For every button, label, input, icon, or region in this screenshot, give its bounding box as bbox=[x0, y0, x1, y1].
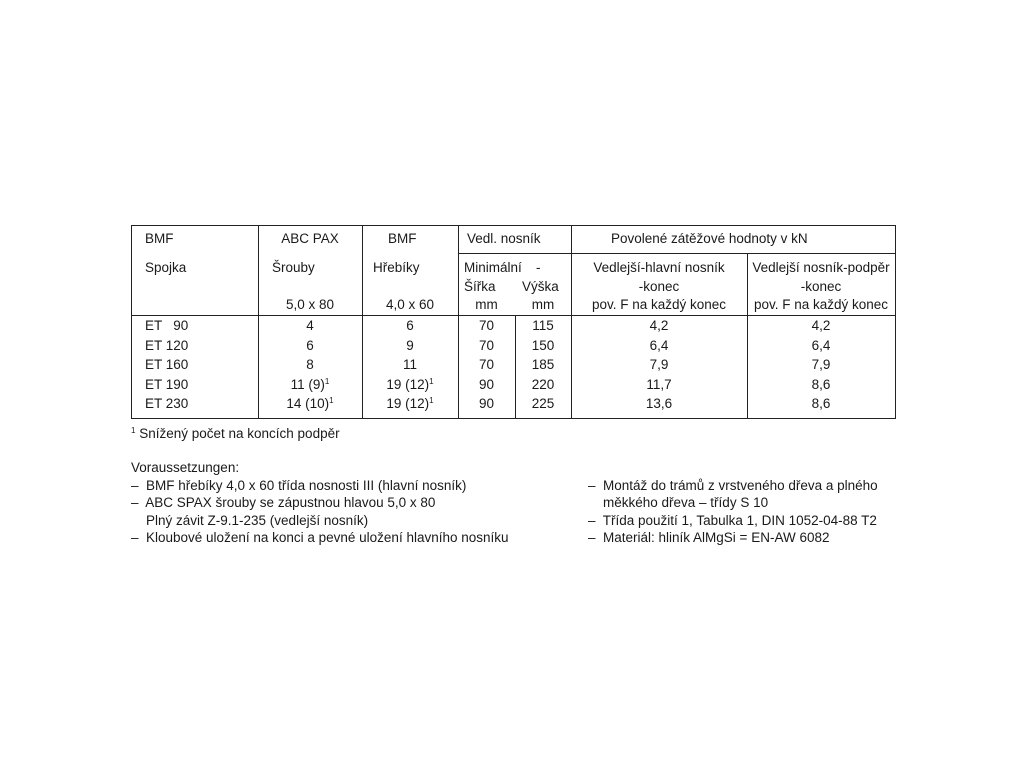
row-type bbox=[145, 318, 188, 334]
header-hrebiky-size: 4,0 x 60 bbox=[385, 297, 435, 312]
prerequisites-right bbox=[588, 477, 878, 547]
row-nails bbox=[362, 318, 458, 334]
header-mm-width: mm bbox=[475, 297, 498, 312]
row-divider bbox=[132, 315, 895, 316]
row-load-support bbox=[747, 338, 895, 354]
header-bmf: BMF bbox=[145, 231, 174, 246]
load-table bbox=[131, 225, 896, 419]
row-nails-value: 9 bbox=[406, 337, 414, 353]
footnote-text: Snížený počet na koncích podpěr bbox=[135, 426, 340, 441]
row-screws bbox=[258, 338, 362, 354]
row-type-value: ET 190 bbox=[145, 376, 189, 392]
prerequisite-item: – Třída použití 1, Tabulka 1, DIN 1052-04-88 T2 bbox=[588, 512, 877, 528]
row-load-support-value: 8,6 bbox=[811, 376, 831, 392]
header-vedl-nosnik: Vedl. nosník bbox=[467, 231, 541, 246]
row-screws-value: 4 bbox=[306, 318, 314, 333]
row-height bbox=[515, 396, 571, 412]
row-width bbox=[458, 357, 515, 373]
row-width-value: 70 bbox=[478, 357, 495, 373]
row-height bbox=[515, 357, 571, 373]
header-pov-f-2: pov. F na každý konec bbox=[753, 297, 889, 312]
row-height bbox=[515, 318, 571, 334]
row-width bbox=[458, 338, 515, 354]
header-vedlejsi-podper: Vedlejší nosník-podpěr bbox=[752, 260, 890, 275]
row-load-support-value: 4,2 bbox=[811, 318, 831, 333]
row-screws bbox=[258, 318, 362, 334]
row-divider bbox=[458, 253, 895, 254]
prerequisite-item: – Kloubové uložení na konci a pevné uložení hlavního nosníku bbox=[131, 530, 509, 545]
header-minimalni: Minimální bbox=[464, 260, 522, 275]
row-type-value: ET 120 bbox=[145, 337, 189, 353]
row-screws-value: 6 bbox=[306, 337, 314, 353]
row-height bbox=[515, 338, 571, 354]
footnote-ref: 1 bbox=[429, 376, 434, 386]
row-load-support-value: 6,4 bbox=[811, 337, 831, 353]
row-load-support-value: 7,9 bbox=[811, 357, 831, 373]
footnote-ref: 1 bbox=[429, 396, 434, 406]
row-nails bbox=[362, 377, 458, 393]
header-srouby-size: 5,0 x 80 bbox=[285, 297, 335, 312]
row-load-support-value: 8,6 bbox=[811, 396, 831, 412]
prerequisite-item: Plný závit Z-9.1-235 (vedlejší nosník) bbox=[131, 512, 369, 528]
row-screws bbox=[258, 357, 362, 373]
row-load-support bbox=[747, 396, 895, 412]
row-type bbox=[145, 338, 188, 354]
row-load-main bbox=[571, 377, 747, 393]
row-width-value: 90 bbox=[478, 376, 495, 392]
header-povolene: Povolené zátěžové hodnoty v kN bbox=[611, 231, 808, 246]
row-nails-value: 11 bbox=[402, 357, 417, 373]
row-type-value: ET 160 bbox=[145, 357, 189, 373]
footnote-mark: 1 bbox=[131, 426, 136, 435]
row-height-value: 150 bbox=[531, 337, 555, 353]
row-nails-value: 6 bbox=[406, 318, 414, 333]
header-bmf-nails: BMF bbox=[388, 231, 417, 246]
row-screws bbox=[258, 377, 362, 393]
header-srouby: Šrouby bbox=[272, 260, 315, 275]
row-load-main-value: 13,6 bbox=[645, 396, 673, 412]
row-height-value: 220 bbox=[531, 376, 555, 392]
header-vyska: Výška bbox=[522, 279, 559, 294]
row-screws bbox=[258, 396, 362, 412]
header-mm-height: mm bbox=[531, 297, 555, 312]
header-spojka: Spojka bbox=[145, 260, 187, 275]
row-type bbox=[145, 396, 188, 412]
header-dash: - bbox=[536, 260, 541, 275]
row-load-main bbox=[571, 396, 747, 412]
header-konec-2: -konec bbox=[800, 279, 842, 294]
row-load-support bbox=[747, 318, 895, 334]
row-height-value: 185 bbox=[531, 357, 555, 373]
row-nails-value: 19 (12) bbox=[386, 376, 430, 392]
row-load-support bbox=[747, 357, 895, 373]
prerequisites-left bbox=[131, 459, 509, 547]
header-abc-pax: ABC PAX bbox=[281, 231, 339, 246]
header-pov-f-1: pov. F na každý konec bbox=[591, 297, 727, 312]
prerequisite-item: – Montáž do trámů z vrstveného dřeva a plného bbox=[588, 477, 878, 493]
prerequisite-item: měkkého dřeva – třídy S 10 bbox=[588, 495, 769, 510]
row-width bbox=[458, 318, 515, 334]
row-load-main bbox=[571, 318, 747, 334]
row-load-support bbox=[747, 377, 895, 393]
prerequisites-title: Voraussetzungen: bbox=[131, 460, 240, 475]
row-height-value: 115 bbox=[532, 318, 554, 333]
row-load-main-value: 4,2 bbox=[649, 318, 669, 333]
row-load-main bbox=[571, 357, 747, 373]
row-type bbox=[145, 377, 188, 393]
footnote bbox=[131, 426, 340, 441]
row-nails-value: 19 (12) bbox=[386, 396, 430, 412]
row-type-value: ET 230 bbox=[145, 396, 189, 412]
header-sirka: Šířka bbox=[464, 279, 496, 294]
row-width bbox=[458, 377, 515, 393]
row-screws-value: 8 bbox=[306, 357, 314, 373]
row-width-value: 70 bbox=[478, 337, 495, 353]
footnote-ref: 1 bbox=[329, 396, 334, 406]
row-nails bbox=[362, 338, 458, 354]
row-height-value: 225 bbox=[531, 396, 555, 412]
header-hrebiky: Hřebíky bbox=[373, 260, 420, 275]
row-load-main-value: 7,9 bbox=[649, 357, 669, 373]
row-type-value: ET 90 bbox=[145, 318, 189, 333]
row-height bbox=[515, 377, 571, 393]
footnote-ref: 1 bbox=[324, 376, 330, 386]
row-nails bbox=[362, 396, 458, 412]
row-type bbox=[145, 357, 188, 373]
row-width-value: 70 bbox=[478, 318, 495, 333]
header-vedlejsi-hlavni: Vedlejší-hlavní nosník bbox=[593, 260, 725, 275]
row-width-value: 90 bbox=[478, 396, 495, 412]
row-load-main bbox=[571, 338, 747, 354]
prerequisite-item: – ABC SPAX šrouby se zápustnou hlavou 5,0 x 80 bbox=[131, 495, 436, 510]
row-load-main-value: 6,4 bbox=[649, 337, 669, 353]
col-divider bbox=[747, 253, 748, 418]
prerequisite-item: – Materiál: hliník AlMgSi = EN-AW 6082 bbox=[588, 530, 830, 545]
row-load-main-value: 11,7 bbox=[646, 376, 672, 392]
row-screws-value: 11 (9) bbox=[290, 376, 325, 392]
row-nails bbox=[362, 357, 458, 373]
row-screws-value: 14 (10) bbox=[286, 396, 330, 412]
header-konec-1: -konec bbox=[638, 279, 680, 294]
row-width bbox=[458, 396, 515, 412]
prerequisite-item: – BMF hřebíky 4,0 x 60 třída nosnosti III (hlavní nosník) bbox=[131, 477, 467, 493]
